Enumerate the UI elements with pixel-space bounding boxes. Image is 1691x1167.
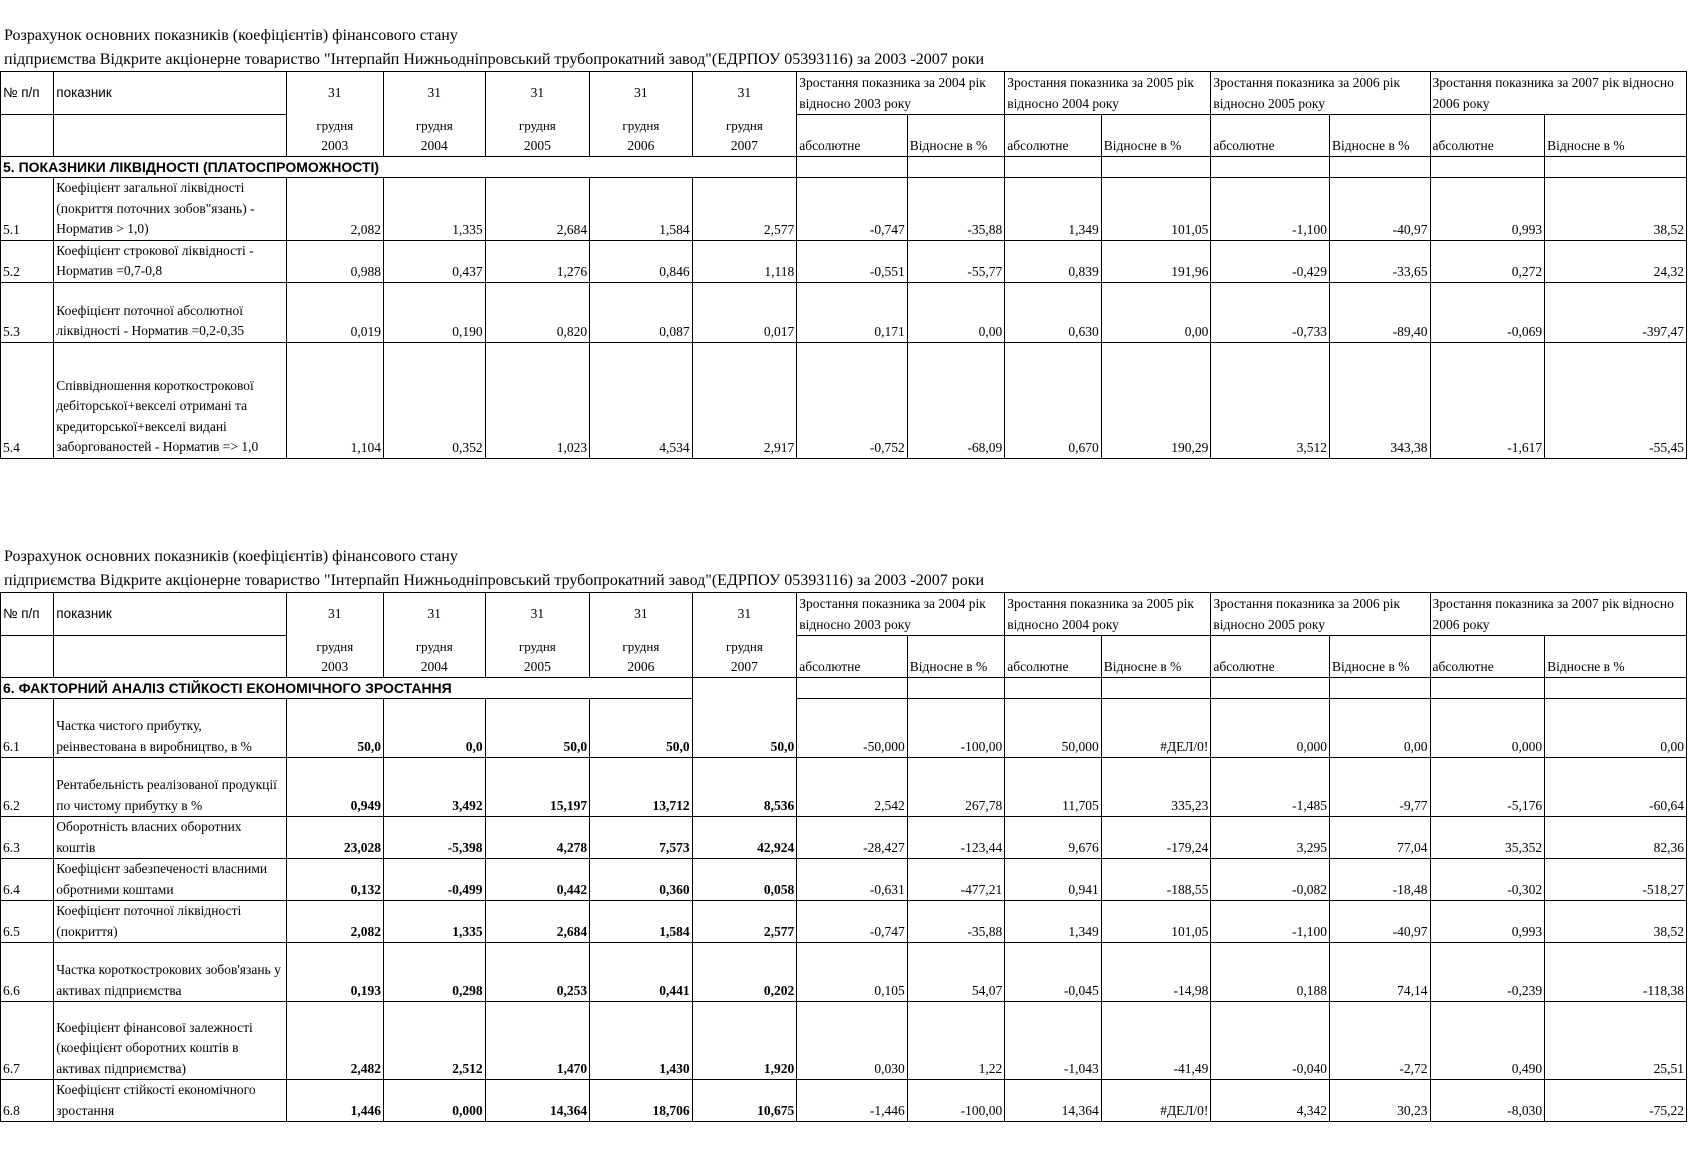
row-growth-absolute: -0,302 (1430, 859, 1545, 901)
row-growth-absolute: -0,045 (1005, 943, 1102, 1002)
header-date-2003 (286, 636, 384, 678)
header-year: 2005 (523, 659, 551, 674)
header-no: № п/п (1, 593, 54, 636)
header-day: 31 (692, 593, 797, 636)
header-growth-group: Зростання показника за 2004 рік відносно 2003 року (797, 72, 1005, 115)
row-growth-absolute: -0,082 (1211, 859, 1330, 901)
header-month: грудня (415, 118, 453, 133)
header-date-2006 (590, 115, 693, 157)
row-growth-absolute: -50,000 (797, 699, 908, 758)
section-empty-cell (907, 157, 1005, 178)
row-growth-relative: 0,00 (907, 282, 1005, 342)
report-block-growth (0, 547, 1691, 1122)
row-growth-relative: -179,24 (1101, 817, 1211, 859)
row-value-2003: 2,482 (286, 1002, 384, 1080)
section-empty-cell (797, 157, 908, 178)
row-value-2005: 15,197 (485, 758, 590, 817)
header-date-2004 (384, 115, 486, 157)
table-row (1, 817, 1687, 859)
row-growth-relative: 335,23 (1101, 758, 1211, 817)
row-growth-relative: -75,22 (1545, 1080, 1687, 1122)
row-value-2003: 50,0 (286, 699, 384, 758)
liquidity-table (0, 71, 1687, 459)
table-row (1, 282, 1687, 342)
header-year: 2007 (730, 659, 758, 674)
header-day: 31 (590, 593, 693, 636)
row-growth-absolute: -1,617 (1430, 342, 1545, 458)
row-growth-relative: -100,00 (907, 699, 1005, 758)
row-growth-absolute: 11,705 (1005, 758, 1102, 817)
table-row (1, 240, 1687, 282)
row-growth-absolute: 3,512 (1211, 342, 1330, 458)
header-date-2003 (286, 115, 384, 157)
header-month: грудня (518, 639, 556, 654)
row-growth-absolute: -0,733 (1211, 282, 1330, 342)
table-row (1, 699, 1687, 758)
row-value-2005: 0,442 (485, 859, 590, 901)
header-no: № п/п (1, 72, 54, 115)
header-indicator: показник (54, 72, 286, 115)
row-growth-absolute: -5,176 (1430, 758, 1545, 817)
row-value-2003: 1,104 (286, 342, 384, 458)
row-growth-absolute: -0,040 (1211, 1002, 1330, 1080)
table-row (1, 943, 1687, 1002)
row-number: 6.2 (1, 758, 54, 817)
row-indicator-name: Коефіцієнт забезпеченості власними обротними коштами (54, 859, 286, 901)
row-growth-relative: 0,00 (1545, 699, 1687, 758)
row-growth-absolute: 2,542 (797, 758, 908, 817)
header-relative: Відносне в % (1101, 636, 1211, 678)
header-date-2007 (692, 636, 797, 678)
table-row (1, 178, 1687, 241)
report-title-line2: підприємства Відкрите акціонерне товариство "Інтерпайп Нижньодніпровський трубопрокатний завод"(ЕДРПОУ 05393116) за 2003 -2007 роки (4, 51, 985, 68)
section-empty-cell (1211, 157, 1330, 178)
row-value-2007: 2,917 (692, 342, 797, 458)
row-growth-absolute: 35,352 (1430, 817, 1545, 859)
row-growth-absolute: 0,941 (1005, 859, 1102, 901)
row-value-2007: 10,675 (692, 1080, 797, 1122)
header-date-2007 (692, 115, 797, 157)
row-number: 5.2 (1, 240, 54, 282)
row-growth-relative: 343,38 (1330, 342, 1431, 458)
row-indicator-name: Коефіцієнт загальної ліквідності (покриття поточних зобов"язань) - Норматив > 1,0) (54, 178, 286, 241)
row-growth-relative: 267,78 (907, 758, 1005, 817)
row-value-2007: 2,577 (692, 178, 797, 241)
row-indicator-name: Частка чистого прибутку, реінвестована в виробництво, в % (54, 699, 286, 758)
header-day: 31 (286, 593, 384, 636)
row-growth-absolute: -8,030 (1430, 1080, 1545, 1122)
header-day: 31 (590, 72, 693, 115)
header-absolute: абсолютне (1211, 636, 1330, 678)
row-growth-relative: -68,09 (907, 342, 1005, 458)
section-empty-cell (1101, 157, 1211, 178)
row-growth-absolute: -0,069 (1430, 282, 1545, 342)
row-growth-absolute: -0,747 (797, 178, 908, 241)
row-number: 6.6 (1, 943, 54, 1002)
row-value-2006: 0,087 (590, 282, 693, 342)
row-growth-relative: -40,97 (1330, 178, 1431, 241)
row-indicator-name: Коефіцієнт поточної ліквідності (покриття) (54, 901, 286, 943)
row-value-2005: 0,820 (485, 282, 590, 342)
row-value-2007: 50,0 (692, 699, 797, 758)
table-row (1, 901, 1687, 943)
row-value-2004: 1,335 (384, 178, 486, 241)
row-value-2007: 0,017 (692, 282, 797, 342)
row-value-2005: 0,253 (485, 943, 590, 1002)
row-value-2007: 0,202 (692, 943, 797, 1002)
row-growth-relative: -14,98 (1101, 943, 1211, 1002)
header-year: 2003 (321, 138, 349, 153)
row-number: 5.1 (1, 178, 54, 241)
header-day: 31 (286, 72, 384, 115)
header-indicator-spacer (54, 636, 286, 678)
header-growth-group: Зростання показника за 2007 рік відносно 2006 року (1430, 593, 1686, 636)
row-value-2006: 0,441 (590, 943, 693, 1002)
section-empty-cell (1005, 678, 1102, 699)
row-growth-relative: -41,49 (1101, 1002, 1211, 1080)
row-growth-relative: -89,40 (1330, 282, 1431, 342)
row-value-2005: 14,364 (485, 1080, 590, 1122)
header-day: 31 (692, 72, 797, 115)
row-growth-relative: -518,27 (1545, 859, 1687, 901)
row-growth-absolute: 1,349 (1005, 178, 1102, 241)
row-value-2003: 0,988 (286, 240, 384, 282)
row-growth-relative: -477,21 (907, 859, 1005, 901)
row-growth-relative: 101,05 (1101, 901, 1211, 943)
row-value-2007: 0,058 (692, 859, 797, 901)
row-value-2005: 1,470 (485, 1002, 590, 1080)
row-value-2003: 1,446 (286, 1080, 384, 1122)
row-growth-relative: -35,88 (907, 901, 1005, 943)
report-title-line1: Розрахунок основних показників (коефіцієнтів) фінансового стану (4, 27, 458, 44)
row-number: 6.3 (1, 817, 54, 859)
header-growth-group: Зростання показника за 2007 рік відносно 2006 року (1430, 72, 1686, 115)
row-value-2006: 50,0 (590, 699, 693, 758)
row-number: 6.1 (1, 699, 54, 758)
row-growth-relative: 0,00 (1101, 282, 1211, 342)
row-growth-absolute: 0,670 (1005, 342, 1102, 458)
row-value-2005: 2,684 (485, 178, 590, 241)
header-day: 31 (485, 593, 590, 636)
row-value-2003: 2,082 (286, 178, 384, 241)
section-title: 6. ФАКТОРНИЙ АНАЛІЗ СТІЙКОСТІ ЕКОНОМІЧНОГО ЗРОСТАННЯ (1, 678, 693, 699)
row-growth-relative: -55,77 (907, 240, 1005, 282)
header-month: грудня (725, 639, 763, 654)
header-absolute: абсолютне (1005, 115, 1102, 157)
row-value-2004: 0,352 (384, 342, 486, 458)
row-value-2003: 0,193 (286, 943, 384, 1002)
row-growth-relative: 1,22 (907, 1002, 1005, 1080)
row-growth-relative: 191,96 (1101, 240, 1211, 282)
row-growth-relative: 82,36 (1545, 817, 1687, 859)
header-relative: Відносне в % (1545, 115, 1687, 157)
header-relative: Відносне в % (1101, 115, 1211, 157)
header-day: 31 (384, 593, 486, 636)
row-value-2003: 0,949 (286, 758, 384, 817)
table-row (1, 1002, 1687, 1080)
section-empty-cell (907, 678, 1005, 699)
row-value-2006: 4,534 (590, 342, 693, 458)
section-empty-cell (1005, 157, 1102, 178)
row-growth-relative: -55,45 (1545, 342, 1687, 458)
row-growth-absolute: 0,272 (1430, 240, 1545, 282)
row-value-2004: -5,398 (384, 817, 486, 859)
row-value-2006: 7,573 (590, 817, 693, 859)
row-indicator-name: Частка короткострокових зобов'язань у активах підприємства (54, 943, 286, 1002)
header-absolute: абсолютне (1430, 115, 1545, 157)
row-growth-absolute: 4,342 (1211, 1080, 1330, 1122)
row-growth-absolute: 0,171 (797, 282, 908, 342)
report-block-liquidity (0, 26, 1691, 459)
header-absolute: абсолютне (1005, 636, 1102, 678)
row-growth-absolute: 0,188 (1211, 943, 1330, 1002)
row-growth-relative: 24,32 (1545, 240, 1687, 282)
header-year: 2006 (627, 138, 655, 153)
row-value-2006: 0,360 (590, 859, 693, 901)
row-growth-relative: 38,52 (1545, 178, 1687, 241)
header-row-top (1, 72, 1687, 115)
row-value-2005: 1,023 (485, 342, 590, 458)
header-day: 31 (485, 72, 590, 115)
row-growth-absolute: -0,752 (797, 342, 908, 458)
row-value-2003: 0,019 (286, 282, 384, 342)
row-number: 6.4 (1, 859, 54, 901)
row-value-2005: 4,278 (485, 817, 590, 859)
row-value-2004: 0,298 (384, 943, 486, 1002)
header-relative: Відносне в % (907, 115, 1005, 157)
row-value-2003: 2,082 (286, 901, 384, 943)
row-value-2006: 1,584 (590, 901, 693, 943)
row-value-2004: 0,437 (384, 240, 486, 282)
header-row-bottom (1, 115, 1687, 157)
report-title-line1: Розрахунок основних показників (коефіцієнтів) фінансового стану (4, 548, 458, 565)
row-growth-absolute: 0,993 (1430, 178, 1545, 241)
row-growth-absolute: 0,490 (1430, 1002, 1545, 1080)
row-value-2006: 18,706 (590, 1080, 693, 1122)
row-growth-relative: -188,55 (1101, 859, 1211, 901)
section-empty-cell (1545, 157, 1687, 178)
row-value-2004: 0,190 (384, 282, 486, 342)
row-value-2004: 2,512 (384, 1002, 486, 1080)
section-spacer (692, 678, 797, 699)
row-growth-absolute: -1,100 (1211, 901, 1330, 943)
header-indicator-spacer (54, 115, 286, 157)
row-value-2006: 1,584 (590, 178, 693, 241)
header-relative: Відносне в % (907, 636, 1005, 678)
header-day: 31 (384, 72, 486, 115)
row-indicator-name: Коефіцієнт стійкості економічного зростання (54, 1080, 286, 1122)
row-growth-relative: -18,48 (1330, 859, 1431, 901)
row-value-2004: 0,0 (384, 699, 486, 758)
row-value-2007: 1,118 (692, 240, 797, 282)
table-row (1, 758, 1687, 817)
row-growth-relative: -100,00 (907, 1080, 1005, 1122)
row-indicator-name: Коефіцієнт фінансової залежності (коефіцієнт оборотних коштів в активах підприємства) (54, 1002, 286, 1080)
header-absolute: абсолютне (1211, 115, 1330, 157)
header-row-top (1, 593, 1687, 636)
header-absolute: абсолютне (1430, 636, 1545, 678)
row-value-2006: 1,430 (590, 1002, 693, 1080)
row-number: 6.5 (1, 901, 54, 943)
row-number: 5.4 (1, 342, 54, 458)
row-indicator-name: Рентабельність реалізованої продукції по чистому прибутку в % (54, 758, 286, 817)
row-value-2004: 3,492 (384, 758, 486, 817)
row-growth-relative: 74,14 (1330, 943, 1431, 1002)
row-growth-absolute: -1,446 (797, 1080, 908, 1122)
header-growth-group: Зростання показника за 2006 рік відносно 2005 року (1211, 72, 1430, 115)
header-row-bottom (1, 636, 1687, 678)
section-header-row (1, 678, 1687, 699)
header-month: грудня (622, 639, 660, 654)
row-value-2005: 1,276 (485, 240, 590, 282)
row-growth-relative: -40,97 (1330, 901, 1431, 943)
section-empty-cell (1330, 678, 1431, 699)
row-value-2006: 0,846 (590, 240, 693, 282)
row-growth-absolute: -0,429 (1211, 240, 1330, 282)
header-date-2004 (384, 636, 486, 678)
section-empty-cell (1430, 157, 1545, 178)
header-month: грудня (725, 118, 763, 133)
row-growth-relative: -9,77 (1330, 758, 1431, 817)
header-year: 2004 (420, 138, 448, 153)
row-value-2007: 1,920 (692, 1002, 797, 1080)
row-growth-relative: 38,52 (1545, 901, 1687, 943)
header-relative: Відносне в % (1330, 636, 1431, 678)
table-row (1, 859, 1687, 901)
report-title-line2: підприємства Відкрите акціонерне товариство "Інтерпайп Нижньодніпровський трубопрокатний завод"(ЕДРПОУ 05393116) за 2003 -2007 роки (4, 572, 985, 589)
row-growth-relative: 101,05 (1101, 178, 1211, 241)
section-empty-cell (1211, 678, 1330, 699)
row-indicator-name: Коефіцієнт поточної абсолютної ліквідності - Норматив =0,2-0,35 (54, 282, 286, 342)
header-year: 2003 (321, 659, 349, 674)
row-growth-absolute: -0,631 (797, 859, 908, 901)
row-growth-absolute: -1,485 (1211, 758, 1330, 817)
header-relative: Відносне в % (1330, 115, 1431, 157)
header-growth-group: Зростання показника за 2004 рік відносно 2003 року (797, 593, 1005, 636)
row-value-2004: 0,000 (384, 1080, 486, 1122)
section-empty-cell (1101, 678, 1211, 699)
header-month: грудня (415, 639, 453, 654)
section-empty-cell (1545, 678, 1687, 699)
row-number: 6.7 (1, 1002, 54, 1080)
header-relative: Відносне в % (1545, 636, 1687, 678)
row-growth-relative: #ДЕЛ/0! (1101, 1080, 1211, 1122)
header-growth-group: Зростання показника за 2005 рік відносно 2004 року (1005, 593, 1211, 636)
row-growth-relative: 30,23 (1330, 1080, 1431, 1122)
row-growth-absolute: 9,676 (1005, 817, 1102, 859)
row-value-2005: 50,0 (485, 699, 590, 758)
header-year: 2005 (523, 138, 551, 153)
row-value-2007: 8,536 (692, 758, 797, 817)
row-value-2005: 2,684 (485, 901, 590, 943)
row-growth-absolute: 1,349 (1005, 901, 1102, 943)
growth-table (0, 592, 1687, 1122)
row-value-2007: 42,924 (692, 817, 797, 859)
header-year: 2004 (420, 659, 448, 674)
row-growth-absolute: 0,105 (797, 943, 908, 1002)
section-header-row (1, 157, 1687, 178)
row-indicator-name: Коефіцієнт строкової ліквідності - Норматив =0,7-0,8 (54, 240, 286, 282)
header-month: грудня (518, 118, 556, 133)
row-growth-relative: -60,64 (1545, 758, 1687, 817)
row-growth-relative: 0,00 (1330, 699, 1431, 758)
header-month: грудня (316, 639, 354, 654)
row-value-2004: -0,499 (384, 859, 486, 901)
row-growth-relative: -118,38 (1545, 943, 1687, 1002)
row-growth-relative: 190,29 (1101, 342, 1211, 458)
row-growth-relative: -33,65 (1330, 240, 1431, 282)
row-growth-absolute: -0,747 (797, 901, 908, 943)
row-growth-absolute: 0,630 (1005, 282, 1102, 342)
header-growth-group: Зростання показника за 2005 рік відносно 2004 року (1005, 72, 1211, 115)
table-row (1, 342, 1687, 458)
header-absolute: абсолютне (797, 636, 908, 678)
row-growth-absolute: -0,239 (1430, 943, 1545, 1002)
row-growth-absolute: -1,100 (1211, 178, 1330, 241)
row-indicator-name: Співвідношення короткострокової дебіторської+векселі отримані та кредиторської+векселі видані заборгованостей - Норматив => 1,0 (54, 342, 286, 458)
row-growth-absolute: 0,030 (797, 1002, 908, 1080)
section-empty-cell (1430, 678, 1545, 699)
row-growth-absolute: 0,993 (1430, 901, 1545, 943)
header-no-spacer (1, 115, 54, 157)
row-growth-absolute: 0,000 (1430, 699, 1545, 758)
row-growth-relative: -35,88 (907, 178, 1005, 241)
row-growth-relative: 25,51 (1545, 1002, 1687, 1080)
row-value-2003: 0,132 (286, 859, 384, 901)
header-date-2005 (485, 115, 590, 157)
row-number: 5.3 (1, 282, 54, 342)
row-growth-absolute: 0,000 (1211, 699, 1330, 758)
header-month: грудня (316, 118, 354, 133)
header-growth-group: Зростання показника за 2006 рік відносно 2005 року (1211, 593, 1430, 636)
row-growth-relative: -2,72 (1330, 1002, 1431, 1080)
header-date-2005 (485, 636, 590, 678)
row-value-2007: 2,577 (692, 901, 797, 943)
header-year: 2006 (627, 659, 655, 674)
header-year: 2007 (730, 138, 758, 153)
section-empty-cell (1330, 157, 1431, 178)
section-title: 5. ПОКАЗНИКИ ЛІКВІДНОСТІ (ПЛАТОСПРОМОЖНОСТІ) (1, 157, 797, 178)
row-growth-absolute: -28,427 (797, 817, 908, 859)
row-growth-absolute: -0,551 (797, 240, 908, 282)
row-value-2006: 13,712 (590, 758, 693, 817)
row-growth-absolute: 3,295 (1211, 817, 1330, 859)
header-date-2006 (590, 636, 693, 678)
header-month: грудня (622, 118, 660, 133)
table-row (1, 1080, 1687, 1122)
header-indicator: показник (54, 593, 286, 636)
row-growth-relative: 77,04 (1330, 817, 1431, 859)
row-growth-absolute: 50,000 (1005, 699, 1102, 758)
row-growth-relative: 54,07 (907, 943, 1005, 1002)
row-number: 6.8 (1, 1080, 54, 1122)
row-growth-relative: -397,47 (1545, 282, 1687, 342)
row-growth-absolute: -1,043 (1005, 1002, 1102, 1080)
header-absolute: абсолютне (797, 115, 908, 157)
row-value-2004: 1,335 (384, 901, 486, 943)
row-growth-absolute: 14,364 (1005, 1080, 1102, 1122)
row-growth-absolute: 0,839 (1005, 240, 1102, 282)
row-growth-relative: #ДЕЛ/0! (1101, 699, 1211, 758)
header-no-spacer (1, 636, 54, 678)
section-empty-cell (797, 678, 908, 699)
row-value-2003: 23,028 (286, 817, 384, 859)
row-indicator-name: Оборотність власних оборотних коштів (54, 817, 286, 859)
row-growth-relative: -123,44 (907, 817, 1005, 859)
